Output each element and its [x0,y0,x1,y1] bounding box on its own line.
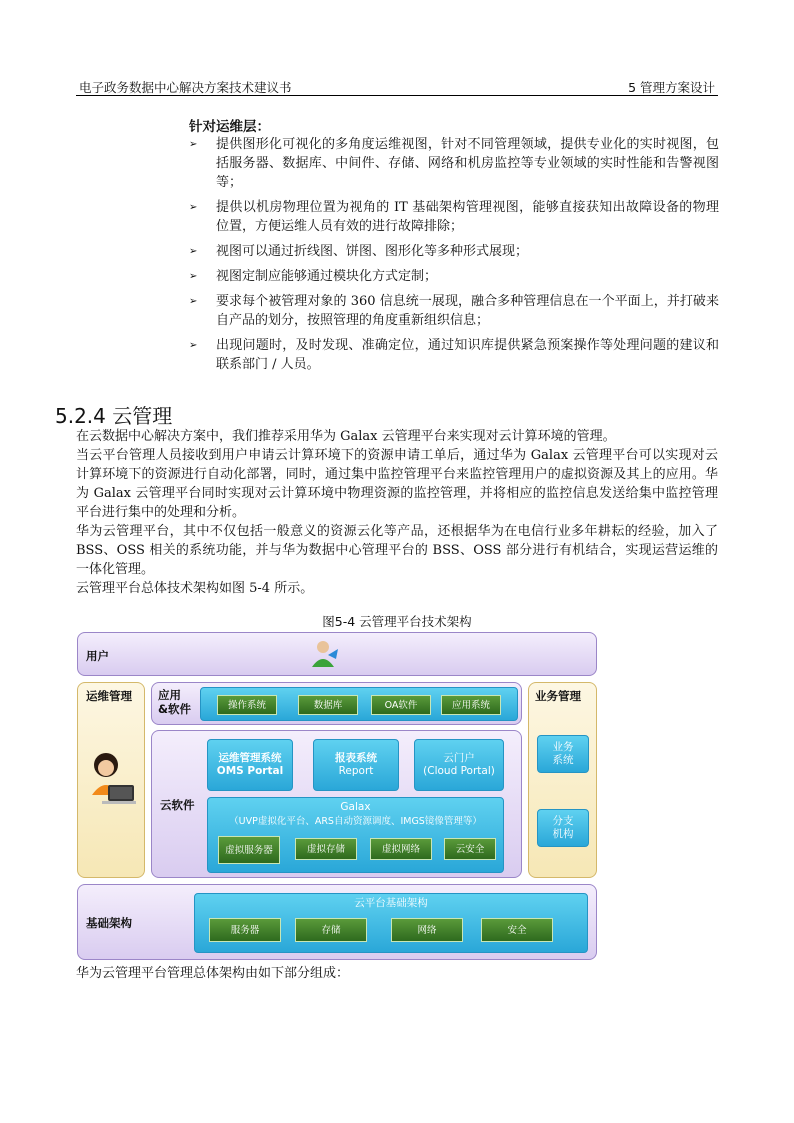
infrastructure-title: 云平台基础架构 [354,897,428,909]
bullet-item: ➢ 视图可以通过折线图、饼图、图形化等多种形式展现； [189,244,529,259]
user-label: 用户 [86,649,109,663]
galax-item: 虚拟存储 [295,838,357,860]
infra-item: 服务器 [209,918,281,942]
galax-item: 云安全 [444,838,496,860]
architecture-diagram [77,632,597,960]
bullet-arrow-icon: ➢ [189,246,198,257]
section-body [76,427,718,598]
infrastructure-label: 基础架构 [86,916,132,930]
bullet-item: ➢ 提供图形化可视化的多角度运维视图，针对不同管理领域，提供专业化的实时视图，包括服务器、数据库、中间件、存储、网络和机房监控等专业领域的实时性能和告警视图等； [189,137,719,190]
branch-office-box: 分支 机构 [537,809,589,847]
paragraph: 当云平台管理人员接收到用户申请云计算环境下的资源申请工单后，通过华为 Galax 云管理平台可以实现对云计算环境下的资源进行自动化部署，同时，通过集中监控管理平台来监控管理用户的虚拟资源及其上的应用。华为 Galax 云管理平台同时实现对云计算环境中物理资源的监控管理，并将相应的监控信息发送给集中监控管理平台进行集中的处理和分析。 [76,448,718,520]
cloud-software-panel [151,730,522,878]
app-software-box [200,687,518,721]
bullet-arrow-icon: ➢ [189,340,198,351]
app-item: OA软件 [371,695,431,715]
bullet-arrow-icon: ➢ [189,271,198,282]
infra-item: 网络 [391,918,463,942]
business-management-panel [528,682,597,878]
ops-management-label: 运维管理 [86,689,132,703]
header-chapter: 5 管理方案设计 [628,80,715,95]
galax-box [207,797,504,873]
cloud-software-label: 云软件 [160,798,195,812]
bullet-arrow-icon: ➢ [189,139,198,150]
operator-person-icon [86,751,136,807]
report-system-box: 报表系统 Report [313,739,399,791]
bullet-item: ➢ 提供以机房物理位置为视角的 IT 基础架构管理视图，能够直接获知出故障设备的物理位置，方便运维人员有效的进行故障排除； [189,200,719,234]
galax-item: 虚拟服务器 [218,836,280,864]
paragraph: 华为云管理平台，其中不仅包括一般意义的资源云化等产品，还根据华为在电信行业多年耕耘的经验，加入了 BSS、OSS 相关的系统功能，并与华为数据中心管理平台的 BSS、OSS 部分进行有机结合，实现运营运维的一体化管理。 [76,524,718,577]
bullet-item: ➢ 视图定制应能够通过模块化方式定制； [189,269,438,284]
section-title: 5.2.4 云管理 [55,404,173,428]
cloud-portal-box: 云门户 (Cloud Portal) [414,739,504,791]
app-software-label: 应用 &软件 [158,688,192,716]
closing-sentence: 华为云管理平台管理总体架构由如下部分组成： [76,966,350,981]
app-item: 操作系统 [217,695,277,715]
bullet-arrow-icon: ➢ [189,202,198,213]
paragraph: 在云数据中心解决方案中，我们推荐采用华为 Galax 云管理平台来实现对云计算环境的管理。 [76,429,616,444]
header-divider [76,95,718,96]
galax-item: 虚拟网络 [370,838,432,860]
figure-caption: 图5-4 云管理平台技术架构 [322,614,472,629]
galax-subtitle: （UVP虚拟化平台、ARS自动资源调度、IMGS镜像管理等） [229,816,482,827]
header-doc-title: 电子政务数据中心解决方案技术建议书 [79,80,292,95]
app-item: 数据库 [298,695,358,715]
galax-title: Galax [340,801,371,813]
ops-layer-heading: 针对运维层： [189,119,270,135]
paragraph: 云管理平台总体技术架构如图 5-4 所示。 [76,581,314,596]
bullet-arrow-icon: ➢ [189,296,198,307]
user-panel [77,632,597,676]
bullet-item: ➢ 出现问题时，及时发现、准确定位，通过知识库提供紧急预案操作等处理问题的建议和联系部门 / 人员。 [189,338,719,372]
ops-layer-bullet-list [189,135,719,380]
user-icon [310,639,340,669]
ops-management-panel [77,682,145,878]
infra-item: 安全 [481,918,553,942]
business-management-label: 业务管理 [535,689,581,703]
oms-portal-box: 运维管理系统 OMS Portal [207,739,293,791]
business-system-box: 业务 系统 [537,735,589,773]
infrastructure-panel [77,884,597,960]
infra-item: 存储 [295,918,367,942]
bullet-item: ➢ 要求每个被管理对象的 360 信息统一展现，融合多种管理信息在一个平面上，并打破来自产品的划分，按照管理的角度重新组织信息； [189,294,719,328]
cloud-infrastructure-box [194,893,588,953]
app-item: 应用系统 [441,695,501,715]
app-software-panel [151,682,522,725]
